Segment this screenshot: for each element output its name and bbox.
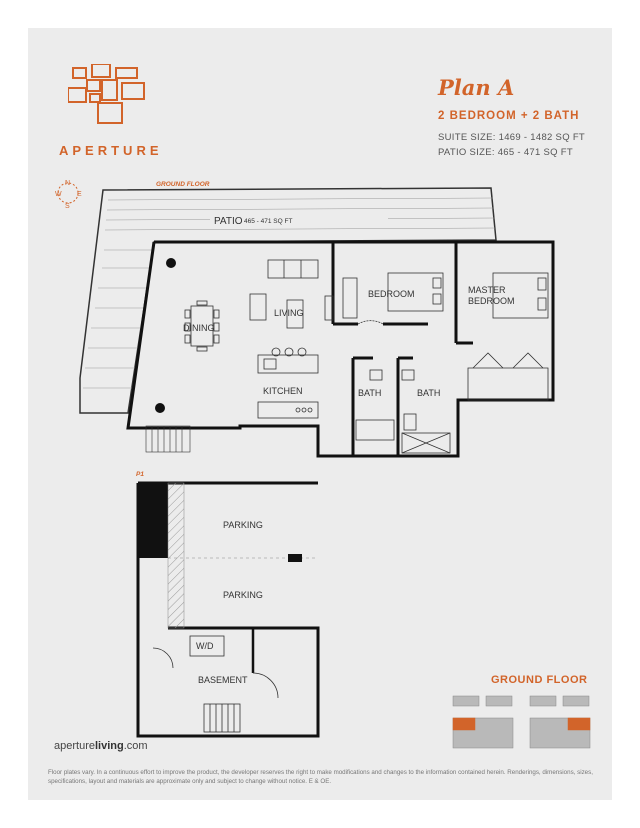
room-living: LIVING <box>274 308 304 318</box>
room-dining: DINING <box>183 323 215 333</box>
compass-e: E <box>77 191 82 198</box>
level-upper-label: GROUND FLOOR <box>156 181 210 188</box>
patio-size-label: 465 - 471 SQ FT <box>244 218 293 225</box>
p1-core <box>138 483 168 558</box>
plan-subtitle: 2 BEDROOM + 2 BATH <box>438 110 580 122</box>
room-parking-1: PARKING <box>223 520 263 530</box>
compass-w: W <box>55 191 62 198</box>
floorplan-sheet <box>28 28 612 800</box>
compass-n: N <box>65 180 71 187</box>
keyplan-label: GROUND FLOOR <box>491 674 588 686</box>
patio-size: PATIO SIZE: 465 - 471 SQ FT <box>438 147 573 158</box>
compass-s: S <box>65 203 70 210</box>
room-wd: W/D <box>196 641 214 651</box>
room-bedroom: BEDROOM <box>368 289 415 299</box>
compass-icon <box>55 180 82 210</box>
room-master-2: BEDROOM <box>468 296 515 306</box>
room-basement: BASEMENT <box>198 675 248 685</box>
patio-label: PATIO <box>214 216 243 227</box>
disclaimer: Floor plates vary. In a continuous effort to improve the product, the developer reserves the right to make modifications and changes to the information contained herein. Renderings, dimensions, sizes, specifications, layout and materials are approximate only and subject to change without notice. E & OE. <box>48 769 593 785</box>
brand-name: APERTURE <box>59 143 163 158</box>
website-suffix: .com <box>123 740 148 752</box>
room-bath-1: BATH <box>358 388 382 398</box>
suite-size: SUITE SIZE: 1469 - 1482 SQ FT <box>438 132 586 143</box>
unit-walls <box>128 242 553 456</box>
key-plan <box>453 696 590 748</box>
stairs <box>146 426 190 452</box>
room-master-1: MASTER <box>468 285 506 295</box>
room-kitchen: KITCHEN <box>263 386 303 396</box>
website-link[interactable] <box>54 740 148 752</box>
website-bold: living <box>94 740 124 752</box>
website-prefix: aperture <box>54 740 95 752</box>
room-parking-2: PARKING <box>223 590 263 600</box>
bath-fixtures <box>356 370 450 453</box>
level-lower-label: P1 <box>136 471 144 478</box>
kitchen-island <box>258 348 318 418</box>
plan-title: Plan A <box>438 75 515 100</box>
room-bath-2: BATH <box>417 388 441 398</box>
